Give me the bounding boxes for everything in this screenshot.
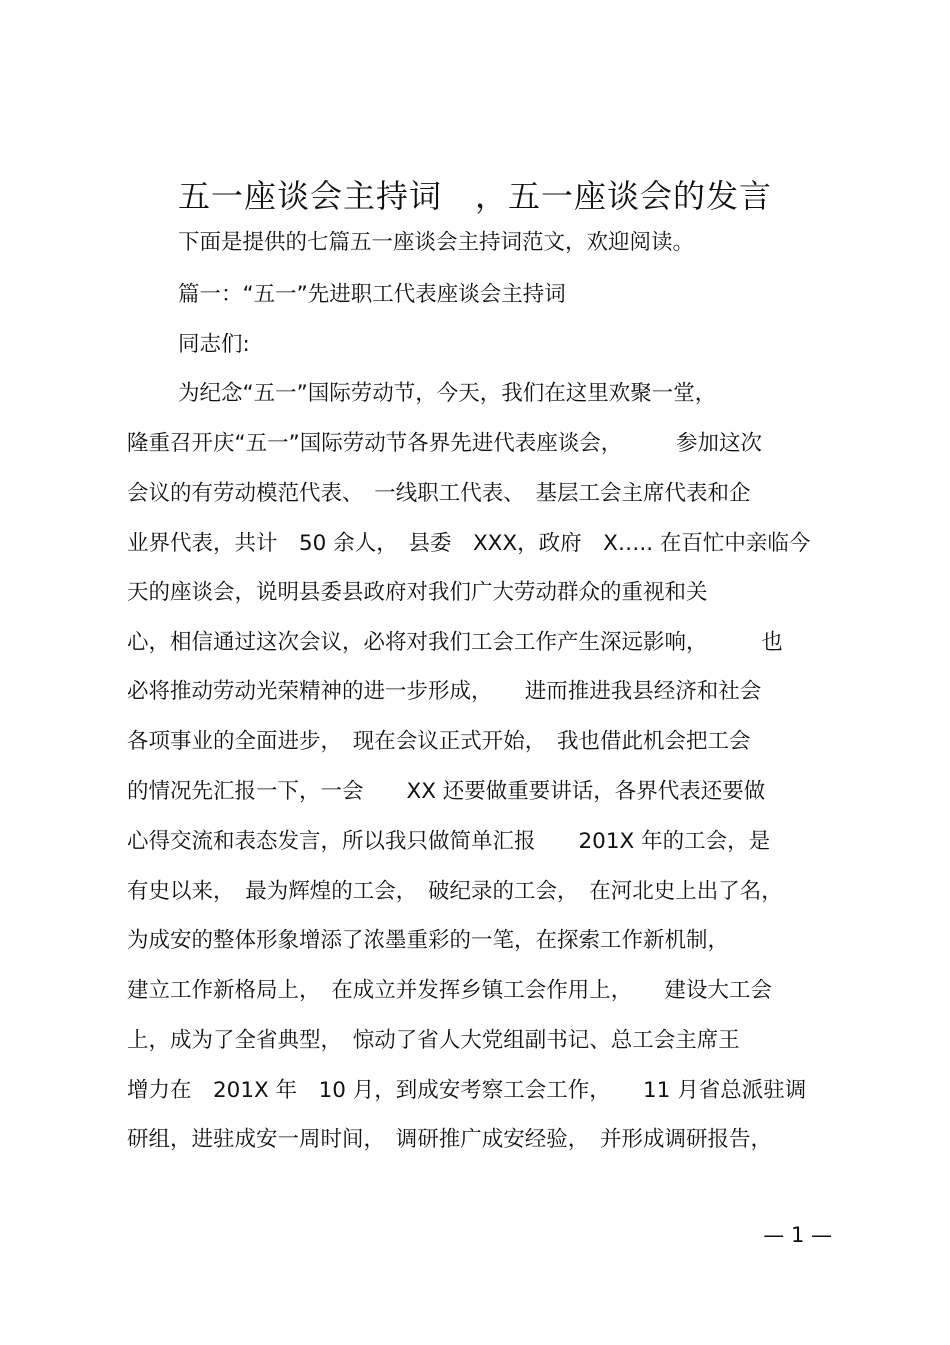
paragraph-line: 增力在 201X 年 10 月，到成安考察工会工作， 11 月省总派驻调 (127, 1078, 807, 1103)
paragraph-line: 上，成为了全省典型， 惊动了省人大党组副书记、总工会主席王 (127, 1028, 740, 1053)
paragraph-line: 心，相信通过这次会议，必将对我们工会工作产生深远影响， 也 (127, 630, 783, 655)
paragraph-line: 会议的有劳动模范代表、 一线职工代表、 基层工会主席代表和企 (127, 481, 751, 506)
paragraph-line: 必将推动劳动光荣精神的进一步形成， 进而推进我县经济和社会 (127, 679, 762, 704)
paragraph-line: 的情况先汇报一下，一会 XX 还要做重要讲话，各界代表还要做 (127, 779, 766, 804)
paragraph-line: 下面是提供的七篇五一座谈会主持词范文，欢迎阅读。 (178, 230, 695, 255)
paragraph-line: 各项事业的全面进步， 现在会议正式开始， 我也借此机会把工会 (127, 729, 751, 754)
paragraph-line: 天的座谈会，说明县委县政府对我们广大劳动群众的重视和关 (127, 580, 708, 605)
paragraph-line: 同志们: (178, 332, 250, 357)
paragraph-line: 隆重召开庆“五一”国际劳动节各界先进代表座谈会， 参加这次 (127, 431, 763, 456)
paragraph-line: 研组，进驻成安一周时间， 调研推广成安经验， 并形成调研报告， (127, 1127, 773, 1152)
paragraph-line: 心得交流和表态发言，所以我只做简单汇报 201X 年的工会，是 (127, 829, 771, 854)
page-number: — 1 — (763, 1223, 832, 1247)
paragraph-line: 建立工作新格局上， 在成立并发挥乡镇工会作用上， 建设大工会 (127, 978, 773, 1003)
paragraph-line: 有史以来， 最为辉煌的工会， 破纪录的工会， 在河北史上出了名， (127, 879, 783, 904)
paragraph-line: 篇一：“五一”先进职工代表座谈会主持词 (178, 282, 566, 307)
document-title: 五一座谈会主持词 ，五一座谈会的发言 (177, 177, 772, 215)
paragraph-line: 为成安的整体形象增添了浓墨重彩的一笔，在探索工作新机制， (127, 928, 730, 953)
paragraph-line: 为纪念“五一”国际劳动节，今天，我们在这里欢聚一堂， (178, 381, 717, 406)
paragraph-line: 业界代表，共计 50 余人， 县委 XXX，政府 X….. 在百忙中亲临今 (127, 531, 811, 556)
